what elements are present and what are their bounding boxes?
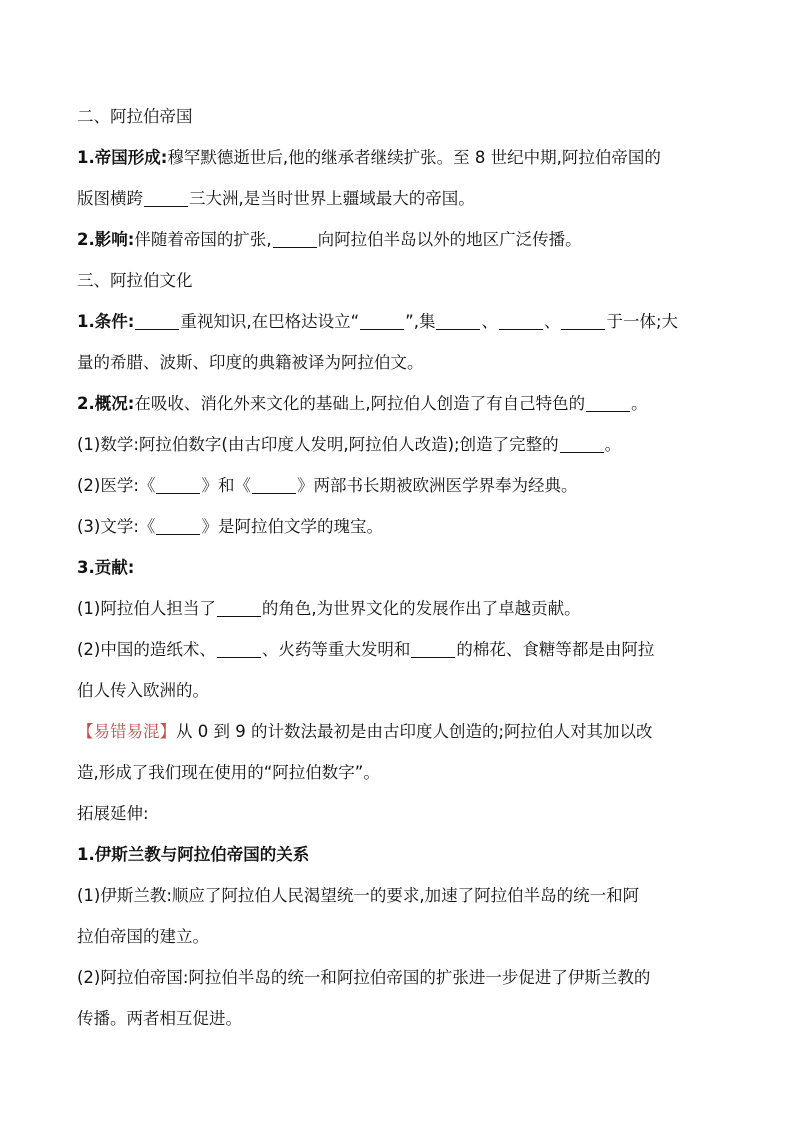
contribution-c1b: 的角色,为世界文化的发展作出了卓越贡献。 xyxy=(261,599,581,618)
extension-heading xyxy=(77,793,727,834)
culture-overview-line xyxy=(77,383,727,424)
fill-blank[interactable] xyxy=(144,188,188,207)
fill-blank[interactable] xyxy=(156,516,200,535)
fill-blank[interactable] xyxy=(499,311,543,330)
fill-blank[interactable] xyxy=(561,311,605,330)
overview-medicine-line xyxy=(77,465,727,506)
conditions-t3: 、 xyxy=(481,312,498,331)
contribution-line1 xyxy=(77,588,727,629)
fill-blank[interactable] xyxy=(586,393,630,412)
fill-blank[interactable] xyxy=(217,639,261,658)
conditions-t4: 、 xyxy=(543,312,561,331)
label-conditions: 1.条件: xyxy=(77,312,135,331)
contribution-c2a: (2)中国的造纸术、 xyxy=(77,640,216,659)
heading-text: 拓展延伸: xyxy=(77,804,149,823)
fill-blank[interactable] xyxy=(273,229,317,248)
extension-p2-line2 xyxy=(77,998,727,1039)
heading-text: 二、阿拉伯帝国 xyxy=(77,107,193,126)
formation-text2a: 版图横跨 xyxy=(77,189,143,208)
contribution-c2d: 伯人传入欧洲的。 xyxy=(77,681,209,700)
formation-text2b: 三大洲,是当时世界上疆域最大的帝国。 xyxy=(189,189,475,208)
overview-math-line xyxy=(77,424,727,465)
conditions-t2: ”,集 xyxy=(405,312,436,331)
label-influence: 2.影响: xyxy=(77,230,135,249)
note-text2: 造,形成了我们现在使用的“阿拉伯数字”。 xyxy=(77,763,380,782)
label-contribution: 3.贡献: xyxy=(77,558,135,577)
conditions-t1: 重视知识,在巴格达设立“ xyxy=(180,312,360,331)
medicine-c: 》两部书长期被欧洲医学界奉为经典。 xyxy=(296,476,578,495)
culture-conditions-line2 xyxy=(77,342,727,383)
extension-p1-line1 xyxy=(77,875,727,916)
note-line1 xyxy=(77,711,727,752)
contribution-line3 xyxy=(77,670,727,711)
math-end: 。 xyxy=(604,435,622,454)
conditions-t5: 于一体;大 xyxy=(606,312,679,331)
conditions-line2: 量的希腊、波斯、印度的典籍被译为阿拉伯文。 xyxy=(77,353,424,372)
extension-p1-line2 xyxy=(77,916,727,957)
medicine-b: 》和《 xyxy=(201,476,251,495)
extension-title-text: 1.伊斯兰教与阿拉伯帝国的关系 xyxy=(77,845,310,864)
medicine-a: (2)医学:《 xyxy=(77,476,156,495)
empire-formation-line2 xyxy=(77,178,727,219)
fill-blank[interactable] xyxy=(436,311,480,330)
fill-blank[interactable] xyxy=(156,475,200,494)
culture-conditions-line1 xyxy=(77,301,727,342)
extension-title xyxy=(77,834,727,875)
note-tag: 【易错易混】 xyxy=(77,722,176,741)
culture-contribution-heading xyxy=(77,547,727,588)
extension-p1b: 拉伯帝国的建立。 xyxy=(77,927,209,946)
note-text1: 从 0 到 9 的计数法最初是由古印度人创造的;阿拉伯人对其加以改 xyxy=(176,722,653,741)
extension-p2b: 传播。两者相互促进。 xyxy=(77,1009,242,1028)
heading-text: 三、阿拉伯文化 xyxy=(77,271,193,290)
overview-literature-line xyxy=(77,506,727,547)
fill-blank[interactable] xyxy=(360,311,404,330)
extension-p1a: (1)伊斯兰教:顺应了阿拉伯人民渴望统一的要求,加速了阿拉伯半岛的统一和阿 xyxy=(77,886,640,905)
empire-formation-line1 xyxy=(77,137,727,178)
contribution-c2c: 的棉花、食糖等都是由阿拉 xyxy=(456,640,655,659)
document-page xyxy=(77,96,727,1039)
literature-a: (3)文学:《 xyxy=(77,517,156,536)
literature-b: 》是阿拉伯文学的瑰宝。 xyxy=(201,517,383,536)
math-text: (1)数学:阿拉伯数字(由古印度人发明,阿拉伯人改造);创造了完整的 xyxy=(77,435,559,454)
contribution-c2b: 、火药等重大发明和 xyxy=(261,640,411,659)
section-heading-empire xyxy=(77,96,727,137)
overview-text: 在吸收、消化外来文化的基础上,阿拉伯人创造了有自己特色的 xyxy=(134,394,586,413)
label-overview: 2.概况: xyxy=(77,394,135,413)
fill-blank[interactable] xyxy=(252,475,296,494)
section-heading-culture xyxy=(77,260,727,301)
influence-text1: 伴随着帝国的扩张, xyxy=(134,230,272,249)
fill-blank[interactable] xyxy=(217,598,261,617)
extension-p2a: (2)阿拉伯帝国:阿拉伯半岛的统一和阿拉伯帝国的扩张进一步促进了伊斯兰教的 xyxy=(77,968,651,987)
fill-blank[interactable] xyxy=(560,434,604,453)
influence-text2: 向阿拉伯半岛以外的地区广泛传播。 xyxy=(317,230,582,249)
fill-blank[interactable] xyxy=(411,639,455,658)
contribution-c1a: (1)阿拉伯人担当了 xyxy=(77,599,216,618)
empire-influence-line xyxy=(77,219,727,260)
fill-blank[interactable] xyxy=(135,311,179,330)
extension-p2-line1 xyxy=(77,957,727,998)
formation-text1: 穆罕默德逝世后,他的继承者继续扩张。至 8 世纪中期,阿拉伯帝国的 xyxy=(167,148,661,167)
label-formation: 1.帝国形成: xyxy=(77,148,168,167)
contribution-line2 xyxy=(77,629,727,670)
overview-end: 。 xyxy=(631,394,648,413)
note-line2 xyxy=(77,752,727,793)
